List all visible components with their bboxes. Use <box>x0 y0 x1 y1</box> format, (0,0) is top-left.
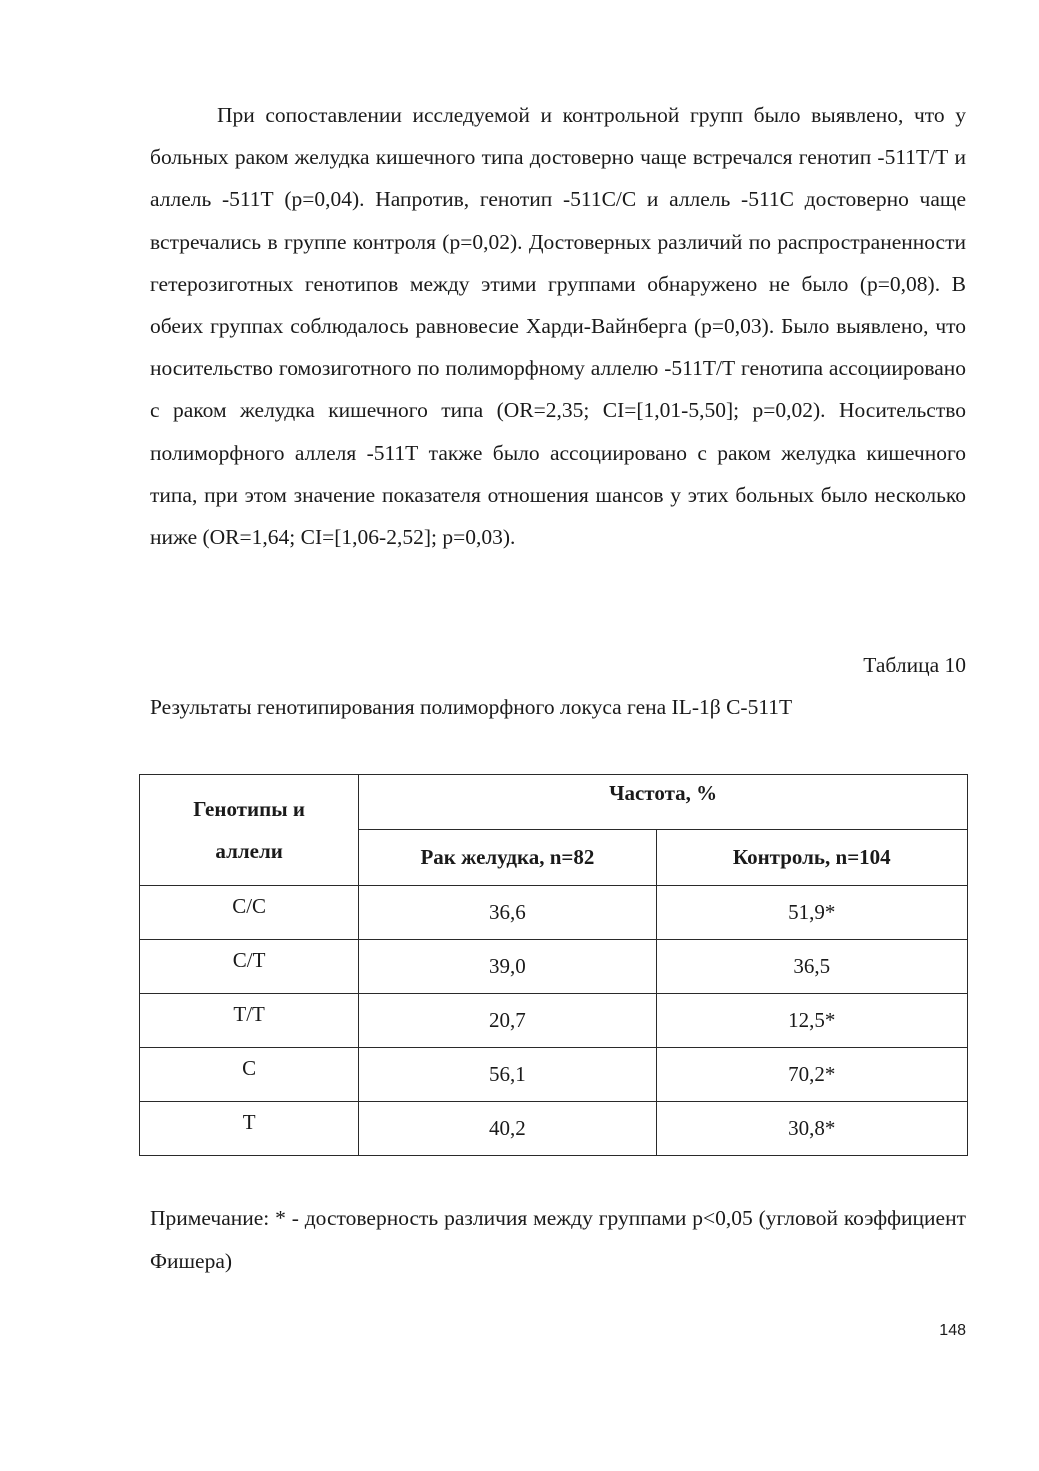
header-genotypes-alleles <box>140 775 359 886</box>
table-row <box>140 940 968 994</box>
genotyping-results-table <box>139 774 968 1156</box>
control-value-cell: 36,5 <box>656 940 967 994</box>
header-genotype-line2: аллели <box>215 839 283 863</box>
table-number: Таблица 10 <box>863 653 966 677</box>
table-row <box>140 1048 968 1102</box>
control-value-cell: 70,2* <box>656 1048 967 1102</box>
cancer-value-cell: 56,1 <box>359 1048 656 1102</box>
page-number: 148 <box>939 1322 966 1339</box>
control-value-cell: 51,9* <box>656 886 967 940</box>
header-cancer: Рак желудка, n=82 <box>359 829 656 885</box>
header-control: Контроль, n=104 <box>656 829 967 885</box>
cancer-value-cell: 36,6 <box>359 886 656 940</box>
control-value-cell: 12,5* <box>656 994 967 1048</box>
genotype-cell: С/С <box>140 886 359 940</box>
cancer-value-cell: 20,7 <box>359 994 656 1048</box>
genotype-cell: С/Т <box>140 940 359 994</box>
table-caption: Результаты генотипирования полиморфного локуса гена IL-1β С-511Т <box>150 695 793 719</box>
header-genotype-line1: Генотипы и <box>193 797 305 821</box>
control-value-cell: 30,8* <box>656 1102 967 1156</box>
header-frequency: Частота, % <box>359 775 968 830</box>
table-row <box>140 994 968 1048</box>
genotype-cell: Т/Т <box>140 994 359 1048</box>
cancer-value-cell: 40,2 <box>359 1102 656 1156</box>
genotype-cell: Т <box>140 1102 359 1156</box>
table-note: Примечание: * - достоверность различия между группами р<0,05 (угловой коэффициент Фишера) <box>150 1206 966 1273</box>
body-paragraph: При сопоставлении исследуемой и контрольной групп было выявлено, что у больных раком желудка кишечного типа достоверно чаще встречался генотип -511Т/Т и аллель -511Т (р=0,04). Напротив, генотип -511С/С и аллель -511С достоверно чаще встречались в группе контроля (р=0,02). Достоверных различий по распространенности гетерозиготных генотипов между этими группами обнаружено не было (р=0,08). В обеих группах соблюдалось равновесие Харди-Вайнберга (р=0,03). Было выявлено, что носительство гомозиготного по полиморфному аллелю -511Т/Т генотипа ассоциировано с раком желудка кишечного типа (OR=2,35; CI=[1,01-5,50]; р=0,02). Носительство полиморфного аллеля -511Т также было ассоциировано с раком желудка кишечного типа, при этом значение показателя отношения шансов у этих больных было несколько ниже (OR=1,64; CI=[1,06-2,52]; р=0,03). <box>150 103 966 550</box>
table-row <box>140 886 968 940</box>
cancer-value-cell: 39,0 <box>359 940 656 994</box>
genotype-cell: С <box>140 1048 359 1102</box>
table-row <box>140 1102 968 1156</box>
